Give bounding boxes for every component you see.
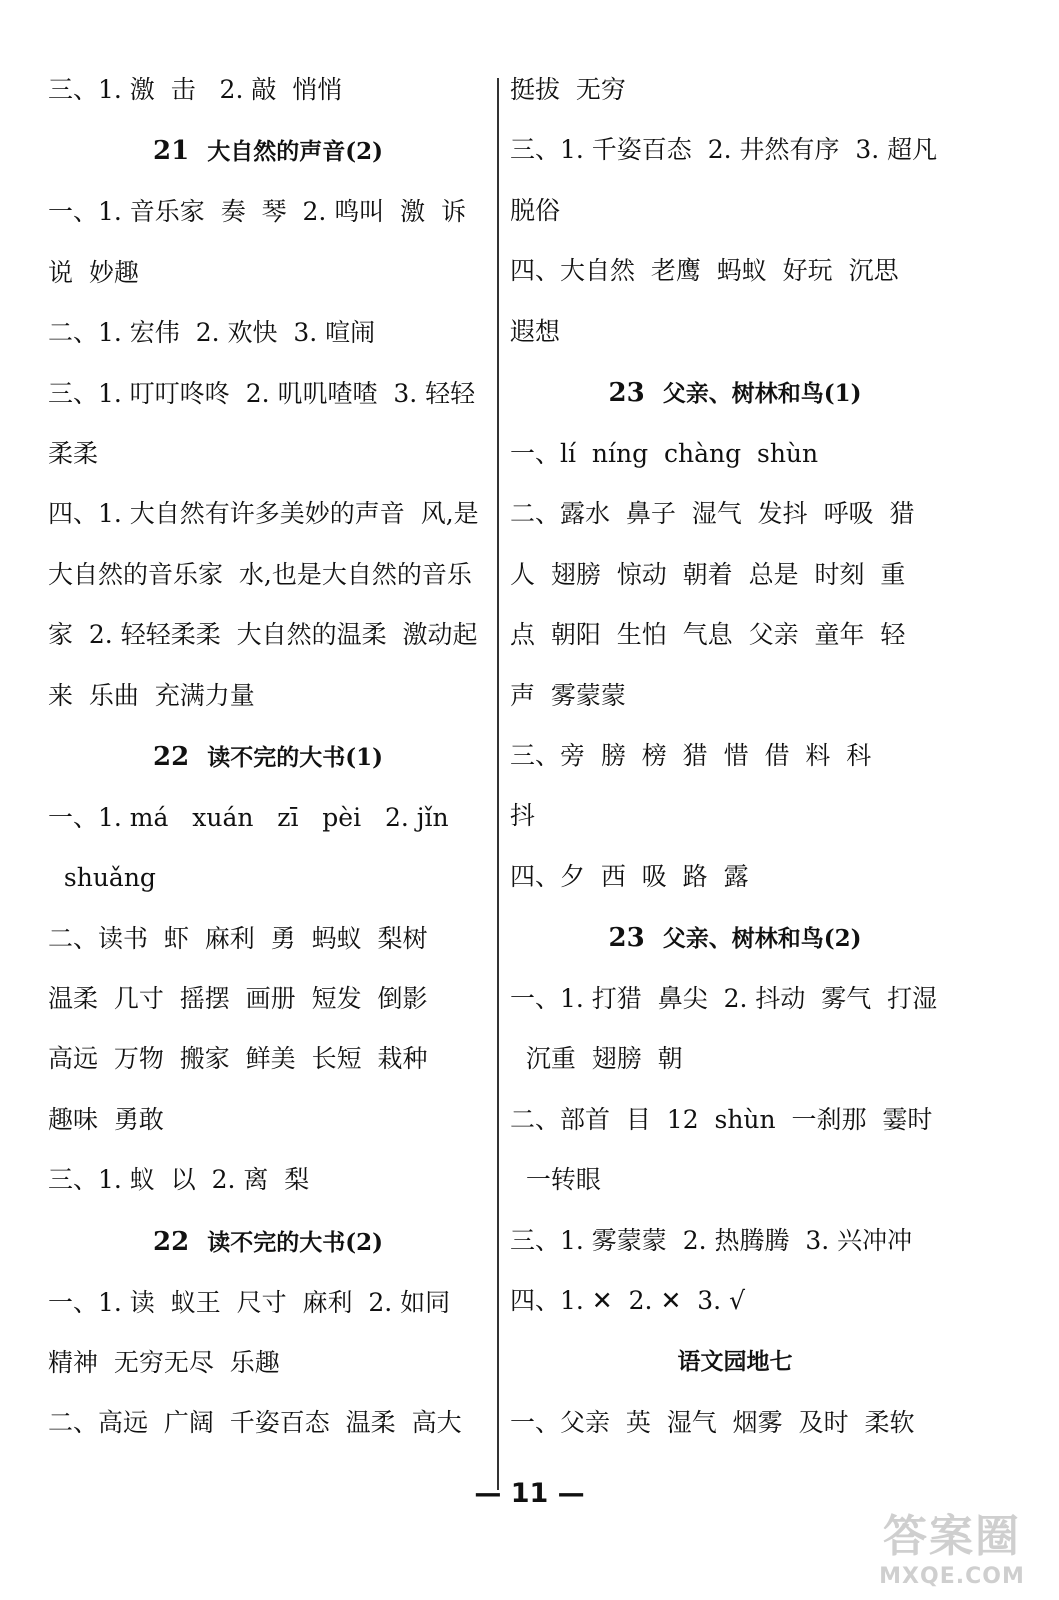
- answer-line: shuǎng: [48, 863, 156, 893]
- answer-line: 四、1. 大自然有许多美妙的声音 风,是: [48, 499, 479, 529]
- answer-line: 柔柔: [48, 438, 99, 468]
- answer-line: 二、高远 广阔 千姿百态 温柔 高大: [48, 1408, 462, 1438]
- answer-line: 说 妙趣: [48, 257, 139, 287]
- answer-line: 一、父亲 英 湿气 烟雾 及时 柔软: [510, 1408, 915, 1438]
- watermark: [867, 1500, 1037, 1596]
- answer-line: 声 雾蒙蒙: [510, 680, 626, 710]
- column-divider: [497, 78, 499, 1490]
- answer-line: 一、1. 打猎 鼻尖 2. 抖动 雾气 打湿: [510, 984, 938, 1014]
- lesson-title: 大自然的声音(2): [207, 138, 383, 166]
- answer-line: 挺拔 无穷: [510, 75, 626, 104]
- answer-line: 二、读书 虾 麻利 勇 蚂蚁 梨树: [48, 923, 428, 953]
- answer-line: 三、1. 叮叮咚咚 2. 叽叽喳喳 3. 轻轻: [48, 378, 476, 408]
- answer-line: 二、部首 目 12 shùn 一刹那 霎时: [510, 1104, 933, 1134]
- answer-line: 二、露水 鼻子 湿气 发抖 呼吸 猎: [510, 499, 915, 529]
- answer-line: 一、1. má xuán zī pèi 2. jǐn: [48, 802, 449, 832]
- answer-line: 沉重 翅膀 朝: [510, 1044, 683, 1074]
- answer-line: 家 2. 轻轻柔柔 大自然的温柔 激动起: [48, 620, 478, 650]
- watermark-logo: 答案圈: [883, 1511, 1021, 1562]
- page-number: — 11 —: [474, 1478, 585, 1509]
- section-heading: [510, 1331, 960, 1393]
- lesson-number: 22: [153, 1226, 190, 1257]
- answer-line: 抖: [510, 801, 536, 831]
- answer-line: 三、1. 蚁 以 2. 离 梨: [48, 1165, 310, 1195]
- lesson-number: 22: [153, 741, 190, 772]
- answer-line: 四、大自然 老鹰 蚂蚁 好玩 沉思: [510, 256, 899, 286]
- answer-line: 四、1. ✕ 2. ✕ 3. √: [510, 1286, 746, 1316]
- lesson-title: 读不完的大书(1): [207, 743, 383, 771]
- answer-line: 三、1. 激 击 2. 敲 悄悄: [48, 75, 343, 104]
- answer-line: 温柔 几寸 摇摆 画册 短发 倒影: [48, 984, 428, 1014]
- answer-line: 来 乐曲 充满力量: [48, 680, 255, 710]
- answer-line: 四、夕 西 吸 路 露: [510, 861, 749, 891]
- right-column: [510, 60, 960, 1454]
- section-heading: [48, 1211, 488, 1273]
- lesson-number: 23: [608, 923, 645, 954]
- answer-line: 一、1. 音乐家 奏 琴 2. 鸣叫 激 诉: [48, 197, 467, 227]
- answer-line: 二、1. 宏伟 2. 欢快 3. 喧闹: [48, 318, 376, 348]
- answer-line: 一、lí níng chàng shùn: [510, 438, 819, 468]
- answer-line: 点 朝阳 生怕 气息 父亲 童年 轻: [510, 620, 906, 650]
- section-heading: [510, 362, 960, 424]
- answer-line: 三、1. 雾蒙蒙 2. 热腾腾 3. 兴冲冲: [510, 1225, 913, 1255]
- answer-line: 大自然的音乐家 水,也是大自然的音乐: [48, 559, 472, 589]
- lesson-title: 父亲、树林和鸟(1): [662, 379, 862, 407]
- answer-line: 脱俗: [510, 195, 561, 225]
- lesson-title: 语文园地七: [677, 1348, 793, 1376]
- watermark-url: MXQE.COM: [879, 1564, 1025, 1589]
- answer-line: 精神 无穷无尽 乐趣: [48, 1348, 280, 1378]
- section-heading: [510, 907, 960, 969]
- answer-line: 高远 万物 搬家 鲜美 长短 栽种: [48, 1044, 428, 1074]
- answer-line: 一、1. 读 蚁王 尺寸 麻利 2. 如同: [48, 1287, 451, 1317]
- lesson-number: 21: [153, 136, 190, 167]
- section-heading: [48, 120, 488, 182]
- answer-line: 人 翅膀 惊动 朝着 总是 时刻 重: [510, 559, 906, 589]
- left-column: [48, 60, 488, 1454]
- section-heading: [48, 726, 488, 788]
- answer-line: 三、1. 千姿百态 2. 井然有序 3. 超凡: [510, 135, 938, 165]
- lesson-number: 23: [608, 377, 645, 408]
- lesson-title: 父亲、树林和鸟(2): [662, 925, 862, 953]
- answer-line: 趣味 勇敢: [48, 1104, 164, 1134]
- answer-line: 三、旁 膀 榜 猎 惜 借 料 科: [510, 740, 872, 770]
- lesson-title: 读不完的大书(2): [207, 1228, 383, 1256]
- answer-line: 一转眼: [510, 1165, 601, 1195]
- answer-line: 遐想: [510, 316, 561, 346]
